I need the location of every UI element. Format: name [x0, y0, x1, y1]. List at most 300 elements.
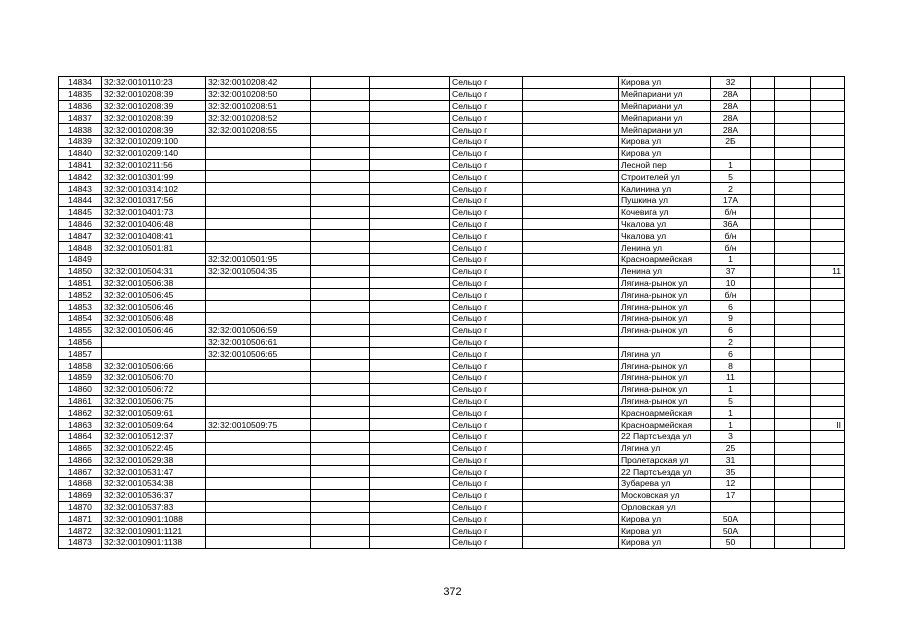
empty-cell: [751, 242, 775, 254]
cadastral-number-2-cell: [206, 301, 311, 313]
empty-cell: [775, 171, 811, 183]
city-cell: Сельцо г: [450, 430, 523, 442]
empty-cell: [311, 135, 370, 147]
empty-cell: [523, 77, 619, 89]
cadastral-number-2-cell: [206, 537, 311, 549]
extra-cell: [811, 348, 845, 360]
empty-cell: [370, 489, 450, 501]
empty-cell: [311, 442, 370, 454]
empty-cell: [311, 371, 370, 383]
empty-cell: [775, 100, 811, 112]
empty-cell: [775, 230, 811, 242]
empty-cell: [523, 395, 619, 407]
table-row: [59, 218, 845, 230]
empty-cell: [751, 194, 775, 206]
empty-cell: [311, 383, 370, 395]
street-cell: Чкалова ул: [619, 230, 711, 242]
cadastral-number-2-cell: [206, 277, 311, 289]
city-cell: Сельцо г: [450, 336, 523, 348]
extra-cell: [811, 324, 845, 336]
street-cell: Лесной пер: [619, 159, 711, 171]
table-row: [59, 371, 845, 383]
empty-cell: [751, 112, 775, 124]
table-row: [59, 430, 845, 442]
empty-cell: [311, 289, 370, 301]
empty-cell: [311, 112, 370, 124]
street-cell: Кочевига ул: [619, 206, 711, 218]
house-number-cell: 6: [711, 324, 751, 336]
extra-cell: [811, 289, 845, 301]
house-number-cell: 6: [711, 348, 751, 360]
table-row: [59, 525, 845, 537]
cadastral-number-2-cell: [206, 171, 311, 183]
empty-cell: [311, 430, 370, 442]
empty-cell: [311, 513, 370, 525]
house-number-cell: б/н: [711, 242, 751, 254]
row-number-cell: 14839: [59, 135, 102, 147]
empty-cell: [370, 206, 450, 218]
empty-cell: [311, 147, 370, 159]
city-cell: Сельцо г: [450, 466, 523, 478]
extra-cell: [811, 525, 845, 537]
row-number-cell: 14840: [59, 147, 102, 159]
empty-cell: [775, 265, 811, 277]
cadastral-number-cell: 32:32:0010506:66: [102, 360, 206, 372]
empty-cell: [775, 478, 811, 490]
street-cell: 22 Партсъезда ул: [619, 430, 711, 442]
empty-cell: [775, 537, 811, 549]
table-row: [59, 159, 845, 171]
row-number-cell: 14852: [59, 289, 102, 301]
table-row: [59, 206, 845, 218]
extra-cell: [811, 159, 845, 171]
street-cell: Лягина-рынок ул: [619, 301, 711, 313]
city-cell: Сельцо г: [450, 513, 523, 525]
table-row: [59, 77, 845, 89]
empty-cell: [775, 525, 811, 537]
cadastral-number-cell: 32:32:0010301:99: [102, 171, 206, 183]
extra-cell: [811, 336, 845, 348]
empty-cell: [523, 112, 619, 124]
city-cell: Сельцо г: [450, 218, 523, 230]
row-number-cell: 14849: [59, 253, 102, 265]
extra-cell: [811, 466, 845, 478]
cadastral-number-cell: 32:32:0010901:1121: [102, 525, 206, 537]
empty-cell: [311, 194, 370, 206]
row-number-cell: 14869: [59, 489, 102, 501]
empty-cell: [751, 489, 775, 501]
cadastral-number-2-cell: 32:32:0010501:95: [206, 253, 311, 265]
empty-cell: [523, 242, 619, 254]
empty-cell: [523, 442, 619, 454]
extra-cell: [811, 100, 845, 112]
house-number-cell: 3: [711, 430, 751, 442]
cadastral-number-2-cell: 32:32:0010208:51: [206, 100, 311, 112]
house-number-cell: [711, 501, 751, 513]
empty-cell: [775, 371, 811, 383]
row-number-cell: 14853: [59, 301, 102, 313]
empty-cell: [370, 324, 450, 336]
street-cell: Кирова ул: [619, 77, 711, 89]
empty-cell: [775, 383, 811, 395]
cadastral-number-cell: 32:32:0010506:38: [102, 277, 206, 289]
row-number-cell: 14863: [59, 419, 102, 431]
row-number-cell: 14872: [59, 525, 102, 537]
table-row: [59, 277, 845, 289]
cadastral-number-2-cell: [206, 478, 311, 490]
street-cell: Мейпариани ул: [619, 124, 711, 136]
extra-cell: [811, 112, 845, 124]
cadastral-number-2-cell: 32:32:0010208:50: [206, 88, 311, 100]
empty-cell: [775, 360, 811, 372]
city-cell: Сельцо г: [450, 277, 523, 289]
cadastral-number-2-cell: 32:32:0010506:61: [206, 336, 311, 348]
table-row: [59, 265, 845, 277]
empty-cell: [370, 478, 450, 490]
row-number-cell: 14856: [59, 336, 102, 348]
street-cell: Лягина-рынок ул: [619, 383, 711, 395]
city-cell: Сельцо г: [450, 395, 523, 407]
table-row: [59, 419, 845, 431]
empty-cell: [370, 171, 450, 183]
empty-cell: [775, 88, 811, 100]
table-row: [59, 348, 845, 360]
street-cell: Ленина ул: [619, 242, 711, 254]
empty-cell: [751, 159, 775, 171]
street-cell: Лягина-рынок ул: [619, 277, 711, 289]
row-number-cell: 14870: [59, 501, 102, 513]
empty-cell: [751, 312, 775, 324]
cadastral-number-2-cell: 32:32:0010506:59: [206, 324, 311, 336]
empty-cell: [523, 289, 619, 301]
row-number-cell: 14847: [59, 230, 102, 242]
cadastral-number-2-cell: [206, 183, 311, 195]
cadastral-number-2-cell: 32:32:0010504:35: [206, 265, 311, 277]
empty-cell: [751, 383, 775, 395]
city-cell: Сельцо г: [450, 230, 523, 242]
table-row: [59, 454, 845, 466]
table-row: [59, 442, 845, 454]
empty-cell: [751, 100, 775, 112]
empty-cell: [775, 77, 811, 89]
empty-cell: [523, 277, 619, 289]
table-row: [59, 395, 845, 407]
cadastral-number-cell: 32:32:0010110:23: [102, 77, 206, 89]
empty-cell: [370, 277, 450, 289]
house-number-cell: 2: [711, 183, 751, 195]
empty-cell: [311, 395, 370, 407]
empty-cell: [775, 466, 811, 478]
row-number-cell: 14836: [59, 100, 102, 112]
table-body: [59, 77, 845, 549]
city-cell: Сельцо г: [450, 253, 523, 265]
empty-cell: [775, 124, 811, 136]
empty-cell: [523, 324, 619, 336]
cadastral-number-cell: 32:32:0010401:73: [102, 206, 206, 218]
empty-cell: [751, 466, 775, 478]
empty-cell: [751, 206, 775, 218]
extra-cell: [811, 135, 845, 147]
cadastral-number-cell: 32:32:0010901:1088: [102, 513, 206, 525]
empty-cell: [751, 265, 775, 277]
extra-cell: 11: [811, 265, 845, 277]
cadastral-number-cell: 32:32:0010901:1138: [102, 537, 206, 549]
house-number-cell: 50А: [711, 513, 751, 525]
house-number-cell: б/н: [711, 289, 751, 301]
city-cell: Сельцо г: [450, 501, 523, 513]
empty-cell: [370, 525, 450, 537]
extra-cell: [811, 124, 845, 136]
house-number-cell: 1: [711, 253, 751, 265]
table-row: [59, 253, 845, 265]
city-cell: Сельцо г: [450, 383, 523, 395]
empty-cell: [523, 525, 619, 537]
table-row: [59, 537, 845, 549]
cadastral-number-cell: 32:32:0010208:39: [102, 124, 206, 136]
cadastral-number-cell: 32:32:0010209:140: [102, 147, 206, 159]
extra-cell: [811, 312, 845, 324]
extra-cell: [811, 501, 845, 513]
cadastral-number-cell: [102, 336, 206, 348]
empty-cell: [751, 253, 775, 265]
empty-cell: [523, 88, 619, 100]
empty-cell: [775, 301, 811, 313]
row-number-cell: 14873: [59, 537, 102, 549]
empty-cell: [523, 430, 619, 442]
empty-cell: [370, 419, 450, 431]
city-cell: Сельцо г: [450, 489, 523, 501]
empty-cell: [523, 466, 619, 478]
cadastral-number-cell: 32:32:0010529:38: [102, 454, 206, 466]
row-number-cell: 14871: [59, 513, 102, 525]
empty-cell: [751, 454, 775, 466]
extra-cell: [811, 218, 845, 230]
empty-cell: [311, 301, 370, 313]
table-row: [59, 289, 845, 301]
cadastral-number-2-cell: 32:32:0010208:42: [206, 77, 311, 89]
empty-cell: [523, 206, 619, 218]
empty-cell: [751, 407, 775, 419]
house-number-cell: 50А: [711, 525, 751, 537]
city-cell: Сельцо г: [450, 348, 523, 360]
extra-cell: II: [811, 419, 845, 431]
empty-cell: [311, 100, 370, 112]
empty-cell: [311, 159, 370, 171]
cadastral-number-2-cell: 32:32:0010208:55: [206, 124, 311, 136]
city-cell: Сельцо г: [450, 124, 523, 136]
empty-cell: [311, 183, 370, 195]
table-row: [59, 100, 845, 112]
empty-cell: [370, 430, 450, 442]
table-row: [59, 466, 845, 478]
cadastral-number-cell: [102, 348, 206, 360]
empty-cell: [311, 454, 370, 466]
empty-cell: [775, 242, 811, 254]
empty-cell: [751, 442, 775, 454]
street-cell: Лягина ул: [619, 348, 711, 360]
cadastral-number-2-cell: [206, 147, 311, 159]
street-cell: Красноармейская: [619, 419, 711, 431]
table-row: [59, 489, 845, 501]
empty-cell: [751, 324, 775, 336]
empty-cell: [523, 230, 619, 242]
extra-cell: [811, 360, 845, 372]
street-cell: Кирова ул: [619, 525, 711, 537]
empty-cell: [370, 253, 450, 265]
house-number-cell: 5: [711, 395, 751, 407]
cadastral-number-2-cell: [206, 513, 311, 525]
house-number-cell: 10: [711, 277, 751, 289]
empty-cell: [523, 312, 619, 324]
city-cell: Сельцо г: [450, 147, 523, 159]
street-cell: Лягина-рынок ул: [619, 289, 711, 301]
empty-cell: [751, 360, 775, 372]
cadastral-number-2-cell: [206, 159, 311, 171]
empty-cell: [370, 466, 450, 478]
empty-cell: [370, 336, 450, 348]
empty-cell: [523, 454, 619, 466]
extra-cell: [811, 301, 845, 313]
street-cell: Красноармейская: [619, 407, 711, 419]
cadastral-number-2-cell: [206, 383, 311, 395]
extra-cell: [811, 253, 845, 265]
empty-cell: [370, 100, 450, 112]
street-cell: Кирова ул: [619, 147, 711, 159]
house-number-cell: 28А: [711, 100, 751, 112]
street-cell: Зубарева ул: [619, 478, 711, 490]
empty-cell: [311, 124, 370, 136]
empty-cell: [523, 419, 619, 431]
empty-cell: [751, 88, 775, 100]
empty-cell: [311, 466, 370, 478]
empty-cell: [751, 348, 775, 360]
row-number-cell: 14843: [59, 183, 102, 195]
house-number-cell: 28А: [711, 112, 751, 124]
extra-cell: [811, 88, 845, 100]
street-cell: [619, 336, 711, 348]
table-row: [59, 360, 845, 372]
empty-cell: [370, 77, 450, 89]
cadastral-number-cell: 32:32:0010211:56: [102, 159, 206, 171]
empty-cell: [370, 537, 450, 549]
table-row: [59, 135, 845, 147]
table-row: [59, 171, 845, 183]
empty-cell: [775, 513, 811, 525]
empty-cell: [523, 537, 619, 549]
extra-cell: [811, 206, 845, 218]
empty-cell: [370, 265, 450, 277]
cadastral-number-cell: 32:32:0010537:83: [102, 501, 206, 513]
empty-cell: [311, 253, 370, 265]
extra-cell: [811, 277, 845, 289]
house-number-cell: 28А: [711, 124, 751, 136]
cadastral-number-2-cell: [206, 442, 311, 454]
row-number-cell: 14835: [59, 88, 102, 100]
house-number-cell: 28А: [711, 88, 751, 100]
row-number-cell: 14864: [59, 430, 102, 442]
empty-cell: [751, 77, 775, 89]
cadastral-number-2-cell: 32:32:0010509:75: [206, 419, 311, 431]
row-number-cell: 14842: [59, 171, 102, 183]
empty-cell: [311, 277, 370, 289]
street-cell: Красноармейская: [619, 253, 711, 265]
empty-cell: [523, 100, 619, 112]
city-cell: Сельцо г: [450, 289, 523, 301]
cadastral-number-2-cell: [206, 407, 311, 419]
cadastral-number-cell: 32:32:0010506:75: [102, 395, 206, 407]
street-cell: Калинина ул: [619, 183, 711, 195]
cadastral-number-2-cell: [206, 135, 311, 147]
cadastral-number-2-cell: [206, 289, 311, 301]
cadastral-number-cell: 32:32:0010512:37: [102, 430, 206, 442]
empty-cell: [370, 124, 450, 136]
cadastral-number-2-cell: [206, 466, 311, 478]
data-table: [58, 76, 845, 549]
empty-cell: [523, 360, 619, 372]
city-cell: Сельцо г: [450, 112, 523, 124]
city-cell: Сельцо г: [450, 478, 523, 490]
street-cell: Мейпариани ул: [619, 100, 711, 112]
house-number-cell: 8: [711, 360, 751, 372]
extra-cell: [811, 478, 845, 490]
empty-cell: [370, 147, 450, 159]
street-cell: Московская ул: [619, 489, 711, 501]
city-cell: Сельцо г: [450, 100, 523, 112]
row-number-cell: 14851: [59, 277, 102, 289]
empty-cell: [523, 135, 619, 147]
extra-cell: [811, 537, 845, 549]
empty-cell: [370, 371, 450, 383]
empty-cell: [370, 383, 450, 395]
empty-cell: [523, 159, 619, 171]
cadastral-number-2-cell: [206, 230, 311, 242]
cadastral-number-2-cell: 32:32:0010506:65: [206, 348, 311, 360]
city-cell: Сельцо г: [450, 206, 523, 218]
extra-cell: [811, 171, 845, 183]
empty-cell: [311, 88, 370, 100]
extra-cell: [811, 230, 845, 242]
street-cell: Кирова ул: [619, 513, 711, 525]
table-row: [59, 230, 845, 242]
empty-cell: [311, 478, 370, 490]
empty-cell: [751, 419, 775, 431]
extra-cell: [811, 383, 845, 395]
cadastral-number-cell: 32:32:0010536:37: [102, 489, 206, 501]
extra-cell: [811, 242, 845, 254]
city-cell: Сельцо г: [450, 183, 523, 195]
cadastral-number-2-cell: [206, 371, 311, 383]
empty-cell: [370, 312, 450, 324]
empty-cell: [775, 324, 811, 336]
empty-cell: [751, 147, 775, 159]
empty-cell: [523, 336, 619, 348]
empty-cell: [775, 218, 811, 230]
street-cell: Чкалова ул: [619, 218, 711, 230]
city-cell: Сельцо г: [450, 194, 523, 206]
cadastral-number-2-cell: [206, 242, 311, 254]
street-cell: 22 Партсъезда ул: [619, 466, 711, 478]
street-cell: Строителей ул: [619, 171, 711, 183]
empty-cell: [775, 489, 811, 501]
row-number-cell: 14855: [59, 324, 102, 336]
empty-cell: [370, 289, 450, 301]
table-row: [59, 124, 845, 136]
empty-cell: [751, 230, 775, 242]
empty-cell: [751, 289, 775, 301]
extra-cell: [811, 489, 845, 501]
row-number-cell: 14837: [59, 112, 102, 124]
extra-cell: [811, 513, 845, 525]
